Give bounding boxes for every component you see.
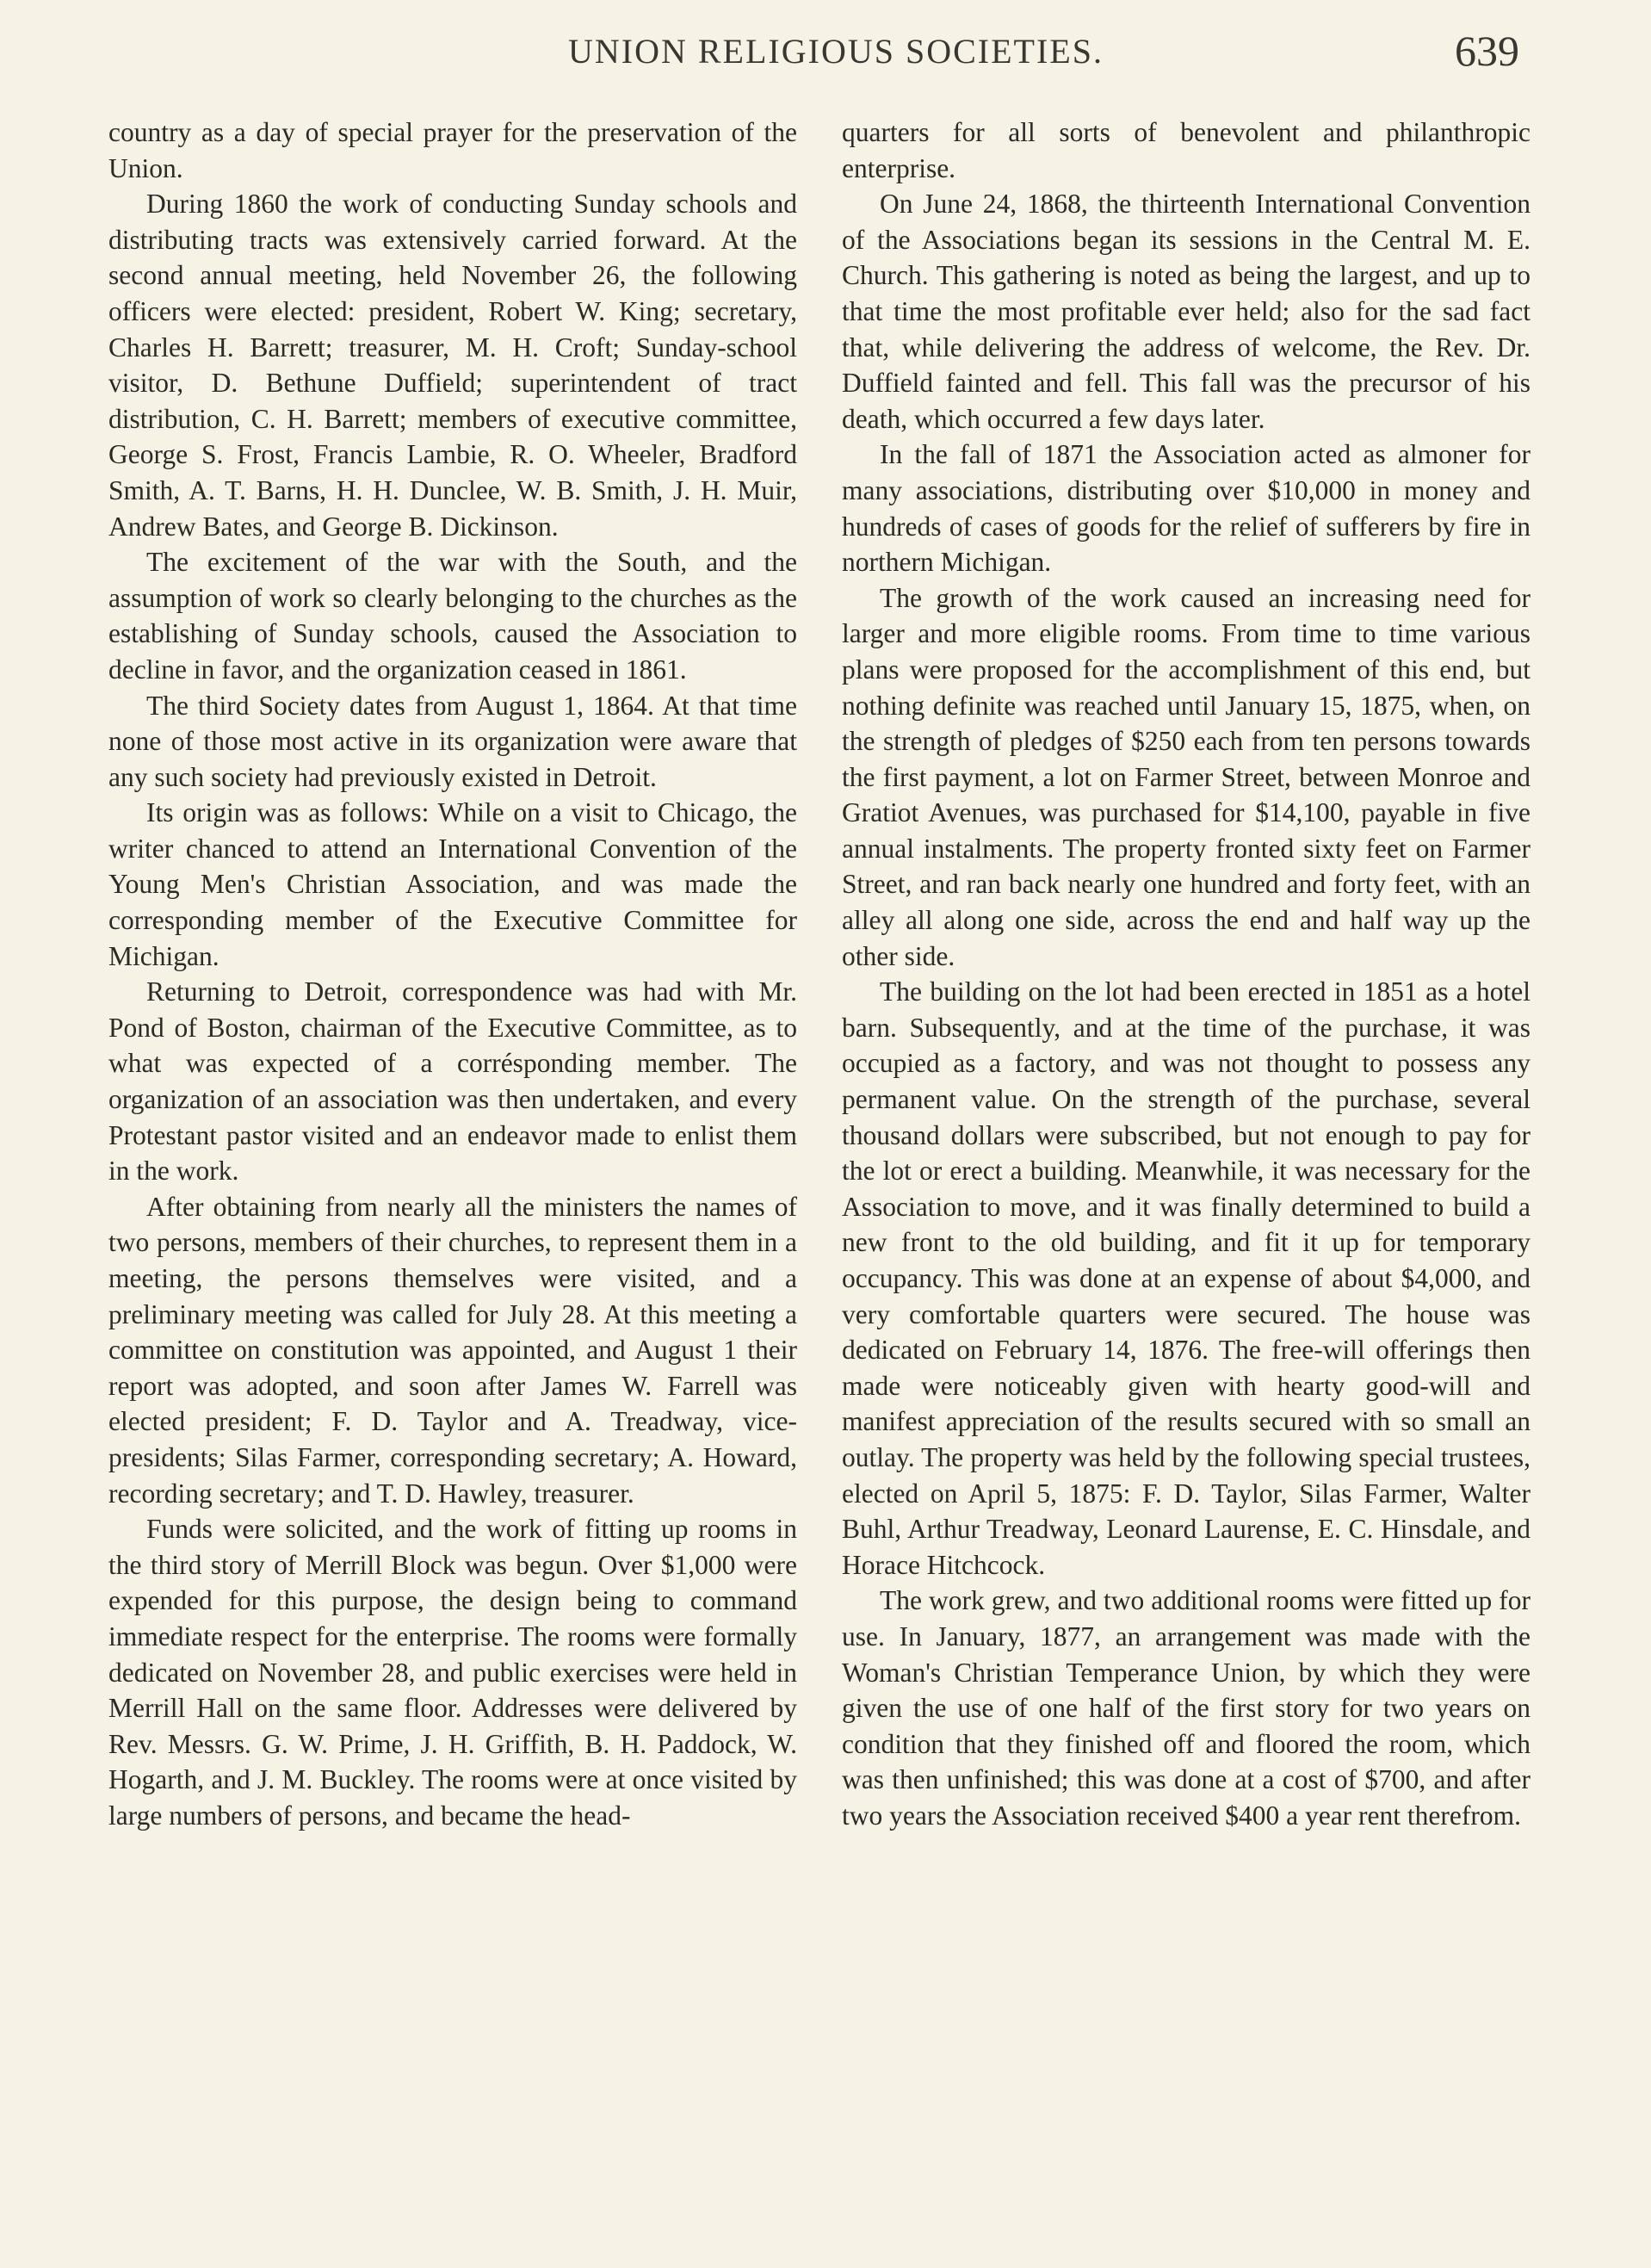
paragraph: Returning to Detroit, correspondence was had with Mr. Pond of Boston, chairman of the Executive Committee, as to what was expected of a corrésponding member. The organization of an association was then undertaken, and every Protestant pastor visited and an endeavor made to enlist them in the work. bbox=[108, 976, 797, 1187]
page-number: 639 bbox=[1455, 27, 1519, 75]
right-column bbox=[842, 115, 1530, 1834]
running-title: UNION RELIGIOUS SOCIETIES. bbox=[568, 32, 1104, 71]
paragraph: The work grew, and two additional rooms were fitted up for use. In January, 1877, an arrangement was made with the Woman's Christian Temperance Union, by which they were given the use of one half of the first story for two years on condition that they finished off and floored the room, which was then unfinished; this was done at a cost of $700, and after two years the Association received $400 a year rent therefrom. bbox=[842, 1585, 1530, 1831]
paragraph: After obtaining from nearly all the ministers the names of two persons, members of their churches, to represent them in a meeting, the persons themselves were visited, and a preliminary meeting was called for July 28. At this meeting a committee on constitution was appointed, and August 1 their report was adopted, and soon after James W. Farrell was elected president; F. D. Taylor and A. Treadway, vice-presidents; Silas Farmer, corresponding secretary; A. Howard, recording secretary; and T. D. Hawley, treasurer. bbox=[108, 1191, 797, 1509]
paragraph: During 1860 the work of conducting Sunday schools and distributing tracts was extensively carried forward. At the second annual meeting, held November 26, the following officers were elected: president, Robert W. King; secretary, Charles H. Barrett; treasurer, M. H. Croft; Sunday-school visitor, D. Bethune Duffield; superintendent of tract distribution, C. H. Barrett; members of executive committee, George S. Frost, Francis Lambie, R. O. Wheeler, Bradford Smith, A. T. Barns, H. H. Dunclee, W. B. Smith, J. H. Muir, Andrew Bates, and George B. Dickinson. bbox=[108, 189, 797, 542]
paragraph: The excitement of the war with the South, and the assumption of work so clearly belonging to the churches as the establishing of Sunday schools, caused the Association to decline in favor, and the organization ceased in 1861. bbox=[108, 547, 797, 685]
paragraph: On June 24, 1868, the thirteenth International Convention of the Associations began its sessions in the Central M. E. Church. This gathering is noted as being the largest, and up to that time the most profitable ever held; also for the sad fact that, while delivering the address of welcome, the Rev. Dr. Duffield fainted and fell. This fall was the precursor of his death, which occurred a few days later. bbox=[842, 189, 1530, 434]
paragraph: Funds were solicited, and the work of fitting up rooms in the third story of Merrill Block was begun. Over $1,000 were expended for this purpose, the design being to command immediate respect for the enterprise. The rooms were formally dedicated on November 28, and public exercises were held in Merrill Hall on the same floor. Addresses were delivered by Rev. Messrs. G. W. Prime, J. H. Griffith, B. H. Paddock, W. Hogarth, and J. M. Buckley. The rooms were at once visited by large numbers of persons, and became the head- bbox=[108, 1514, 797, 1831]
paragraph: In the fall of 1871 the Association acted as almoner for many associations, distributing over $10,000 in money and hundreds of cases of goods for the relief of sufferers by fire in northern Michigan. bbox=[842, 439, 1530, 578]
paragraph: country as a day of special prayer for the preservation of the Union. bbox=[108, 117, 797, 183]
paragraph: The growth of the work caused an increasing need for larger and more eligible rooms. From time to time various plans were proposed for the accomplishment of this end, but nothing definite was reached until January 15, 1875, when, on the strength of pledges of $250 each from ten persons towards the first payment, a lot on Farmer Street, between Monroe and Gratiot Avenues, was purchased for $14,100, payable in five annual instalments. The property fronted sixty feet on Farmer Street, and ran back nearly one hundred and forty feet, with an alley all along one side, across the end and half way up the other side. bbox=[842, 582, 1530, 971]
page-header bbox=[0, 26, 1651, 86]
paragraph: The building on the lot had been erected in 1851 as a hotel barn. Subsequently, and at the time of the purchase, it was occupied as a factory, and was not thought to possess any permanent value. On the strength of the purchase, several thousand dollars were subscribed, but not enough to pay for the lot or erect a building. Meanwhile, it was necessary for the Association to move, and it was finally determined to build a new front to the old building, and fit it up for temporary occupancy. This was done at an expense of about $4,000, and very comfortable quarters were secured. The house was dedicated on February 14, 1876. The free-will offerings then made were noticeably given with hearty good-will and manifest appreciation of the results secured with so small an outlay. The property was held by the following special trustees, elected on April 5, 1875: F. D. Taylor, Silas Farmer, Walter Buhl, Arthur Treadway, Leonard Laurense, E. C. Hinsdale, and Horace Hitchcock. bbox=[842, 976, 1530, 1580]
paragraph: quarters for all sorts of benevolent and philanthropic enterprise. bbox=[842, 117, 1530, 183]
paragraph: Its origin was as follows: While on a visit to Chicago, the writer chanced to attend an International Convention of the Young Men's Christian Association, and was made the corresponding member of the Executive Committee for Michigan. bbox=[108, 797, 797, 971]
paragraph: The third Society dates from August 1, 1864. At that time none of those most active in its organization were aware that any such society had previously existed in Detroit. bbox=[108, 690, 797, 792]
left-column bbox=[108, 115, 797, 1834]
